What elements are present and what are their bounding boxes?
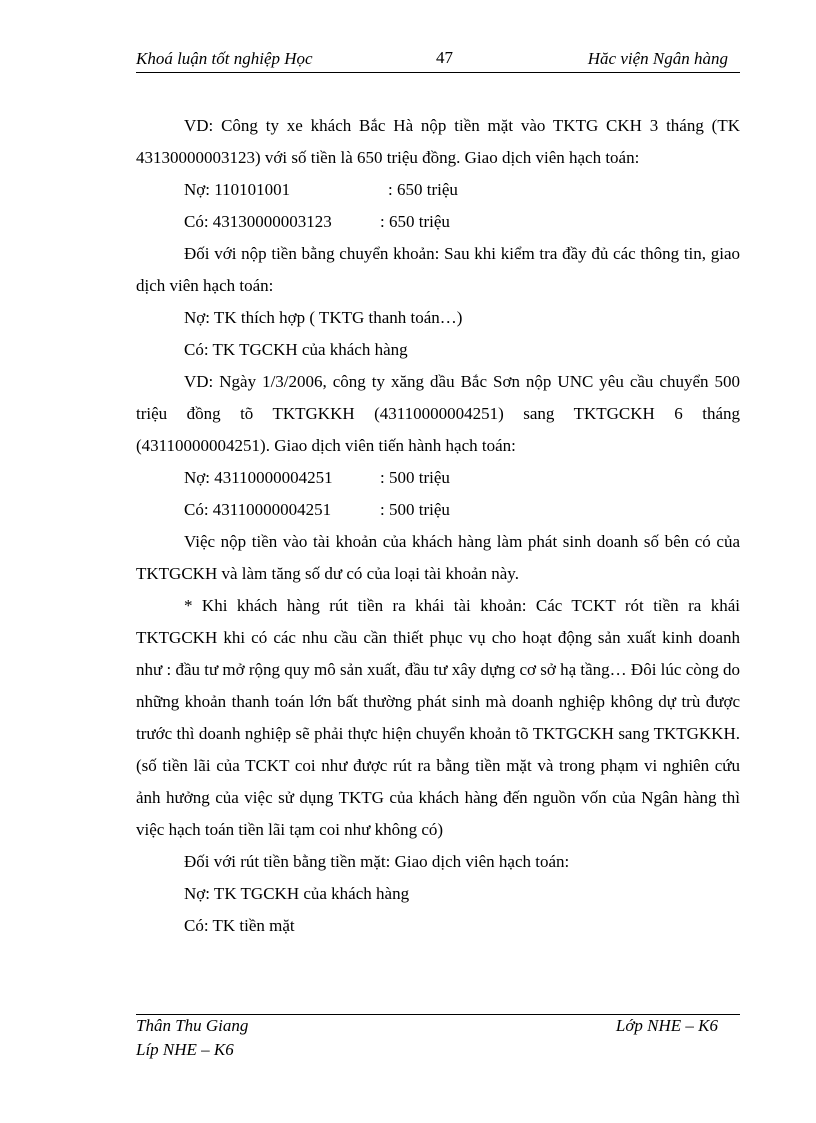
entry-account: Nợ: 110101001 [184,180,291,199]
document-body [136,110,740,942]
paragraph-example-transfer: VD: Ngày 1/3/2006, công ty xăng dầu Bắc Sơn nộp UNC yêu cầu chuyển 500 triệu đồng tõ TKTGKKH (43110000004251) sang TKTGCKH 6 tháng (43110000004251). Giao dịch viên tiến hành hạch toán: [136,372,740,455]
entry-account: Có: 43110000004251 [184,500,332,519]
entry-account: Nợ: 43110000004251 [184,468,333,487]
paragraph-cash-withdrawal: Đối với rút tiền bằng tiền mặt: Giao dịch viên hạch toán: [184,852,570,871]
footer-divider [136,1014,740,1015]
entry-amount: : 500 triệu [380,468,450,487]
entry-line: Nợ: TK thích hợp ( TKTG thanh toán…) [184,308,463,327]
entry-account: Có: 43130000003123 [184,212,332,231]
paragraph-withdrawal: * Khi khách hàng rút tiền ra khái tài khoản: Các TCKT rót tiền ra khái TKTGCKH khi có các nhu cầu cần thiết phục vụ cho hoạt động sản xuất kinh doanh như : đầu tư mở rộng quy mô sản xuất, đầu tư xây dựng cơ sở hạ tầng… Đôi lúc còng do những khoản thanh toán lớn bất thường phát sinh mà doanh nghiệp không dự trù được trước thì doanh nghiệp sẽ phải thực hiện chuyển khoản tõ TKTGCKH sang TKTGKKH.(số tiền lãi của TCKT coi như được rút ra bằng tiền mặt và trong phạm vi nghiên cứu ảnh hưởng của việc sử dụng TKTG của khách hàng đến nguồn vốn của Ngân hàng thì việc hạch toán tiền lãi tạm coi như không có) [136,596,740,839]
entry-line [136,494,740,526]
footer-class-left: Líp NHE – K6 [136,1040,234,1059]
header-institution: Hăc viện Ngân hàng [587,49,728,68]
footer-author: Thân Thu Giang [136,1016,249,1035]
entry-line [136,462,740,494]
entry-amount: : 500 triệu [380,500,450,519]
entry-line: Có: TK TGCKH của khách hàng [184,340,408,359]
paragraph-transfer-deposit: Đối với nộp tiền bằng chuyển khoản: Sau khi kiểm tra đầy đủ các thông tin, giao dịch viên hạch toán: [136,244,740,295]
paragraph-deposit-effect: Việc nộp tiền vào tài khoản của khách hàng làm phát sinh doanh số bên có của TKTGCKH và làm tăng số dư có của loại tài khoản này. [136,532,740,583]
entry-line: Nợ: TK TGCKH của khách hàng [184,884,410,903]
footer-class-right: Lớp NHE – K6 [615,1016,718,1035]
page-number: 47 [436,48,453,67]
header-thesis-title: Khoá luận tốt nghiệp Học [136,49,313,68]
entry-amount: : 650 triệu [388,180,458,199]
entry-amount: : 650 triệu [380,212,450,231]
page-header [136,48,740,73]
entry-line [136,206,740,238]
entry-line: Có: TK tiền mặt [184,916,295,935]
entry-line [136,174,740,206]
paragraph-example-cash-deposit: VD: Công ty xe khách Bắc Hà nộp tiền mặt vào TKTG CKH 3 tháng (TK 43130000003123) với số tiền là 650 triệu đồng. Giao dịch viên hạch toán: [136,116,740,167]
